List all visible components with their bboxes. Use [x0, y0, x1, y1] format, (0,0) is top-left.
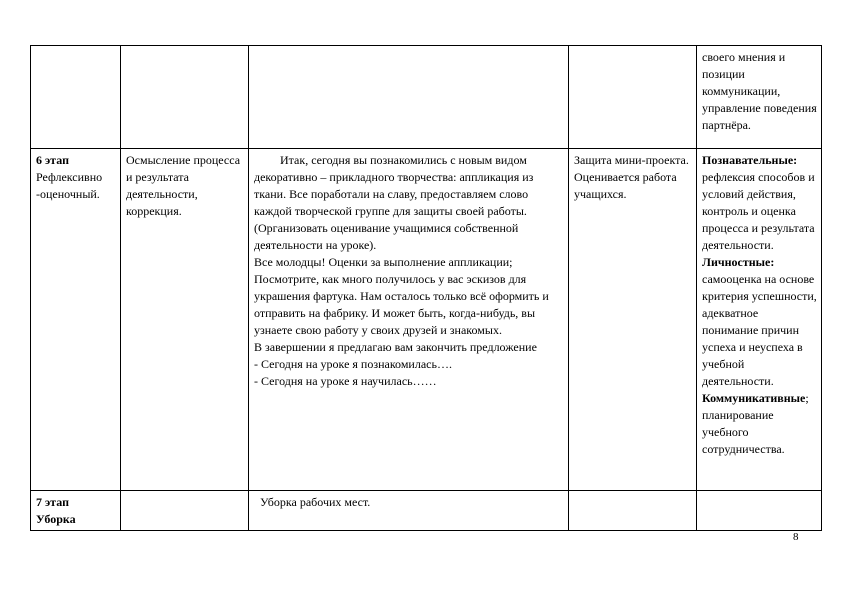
- stage6-assessment-cell: [569, 149, 697, 491]
- stage6-uud-text: Познавательные: рефлексия способов и условий действия, контроль и оценка процесса и результата деятельности. Личностные: самооценка на основе критерия успешности, адекватное понимание причин успеха и неуспеха в учебной деятельности. Коммуникативные; планирование учебного сотрудничества.: [702, 153, 817, 456]
- table-row-stage6: [31, 149, 822, 491]
- activity-sentence-starter: - Сегодня на уроке я научилась……: [254, 374, 437, 388]
- method-cell-empty: [121, 46, 249, 149]
- assessment-cell-empty: [569, 46, 697, 149]
- stage7-name: Уборка: [36, 512, 76, 526]
- stage6-method-cell: [121, 149, 249, 491]
- uud-cell-continuation: [697, 46, 822, 149]
- activity-paragraph: Все молодцы! Оценки за выполнение аппликации; Посмотрите, как много получилось у вас эскизов для украшения фартука. Нам осталось только всё оформить и отправить на фабрику. И может быть, когда-нибудь, вы узнаете свою работу у своих друзей и знакомых.: [254, 255, 549, 337]
- stage-cell-empty: [31, 46, 121, 149]
- stage7-number: 7 этап: [36, 495, 69, 509]
- stage6-assessment-text: Защита мини-проекта. Оценивается работа учащихся.: [574, 153, 689, 201]
- stage6-cell: [31, 149, 121, 491]
- page-number: 8: [793, 531, 799, 543]
- stage7-method-cell-empty: [121, 491, 249, 531]
- activity-paragraph: Итак, сегодня вы познакомились с новым видом декоративно – прикладного творчества: аппликация из ткани. Все поработали на славу, предоставляем слово каждой творческой группе для защиты своей работы. (Организовать оценивание учащимися собственной деятельности на уроке).: [254, 153, 534, 252]
- stage6-uud-cell: [697, 149, 822, 491]
- uud-continuation-text: своего мнения и позиции коммуникации, управление поведения партнёра.: [702, 50, 817, 132]
- activity-sentence-starter: - Сегодня на уроке я познакомилась….: [254, 357, 452, 371]
- stage6-method-text: Осмысление процесса и результата деятельности, коррекция.: [126, 153, 241, 218]
- lesson-plan-table: [30, 45, 822, 531]
- stage7-uud-cell-empty: [697, 491, 822, 531]
- activity-paragraph: В завершении я предлагаю вам закончить предложение: [254, 340, 537, 354]
- table-row-continuation: [31, 46, 822, 149]
- stage7-activity-text: Уборка рабочих мест.: [260, 495, 371, 509]
- stage6-number: 6 этап: [36, 153, 69, 167]
- stage7-activity-cell: [249, 491, 569, 531]
- table-row-stage7: [31, 491, 822, 531]
- stage7-cell: [31, 491, 121, 531]
- stage6-name: Рефлексивно -оценочный.: [36, 170, 103, 201]
- stage7-assessment-cell-empty: [569, 491, 697, 531]
- stage6-activity-cell: [249, 149, 569, 491]
- activity-cell-empty: [249, 46, 569, 149]
